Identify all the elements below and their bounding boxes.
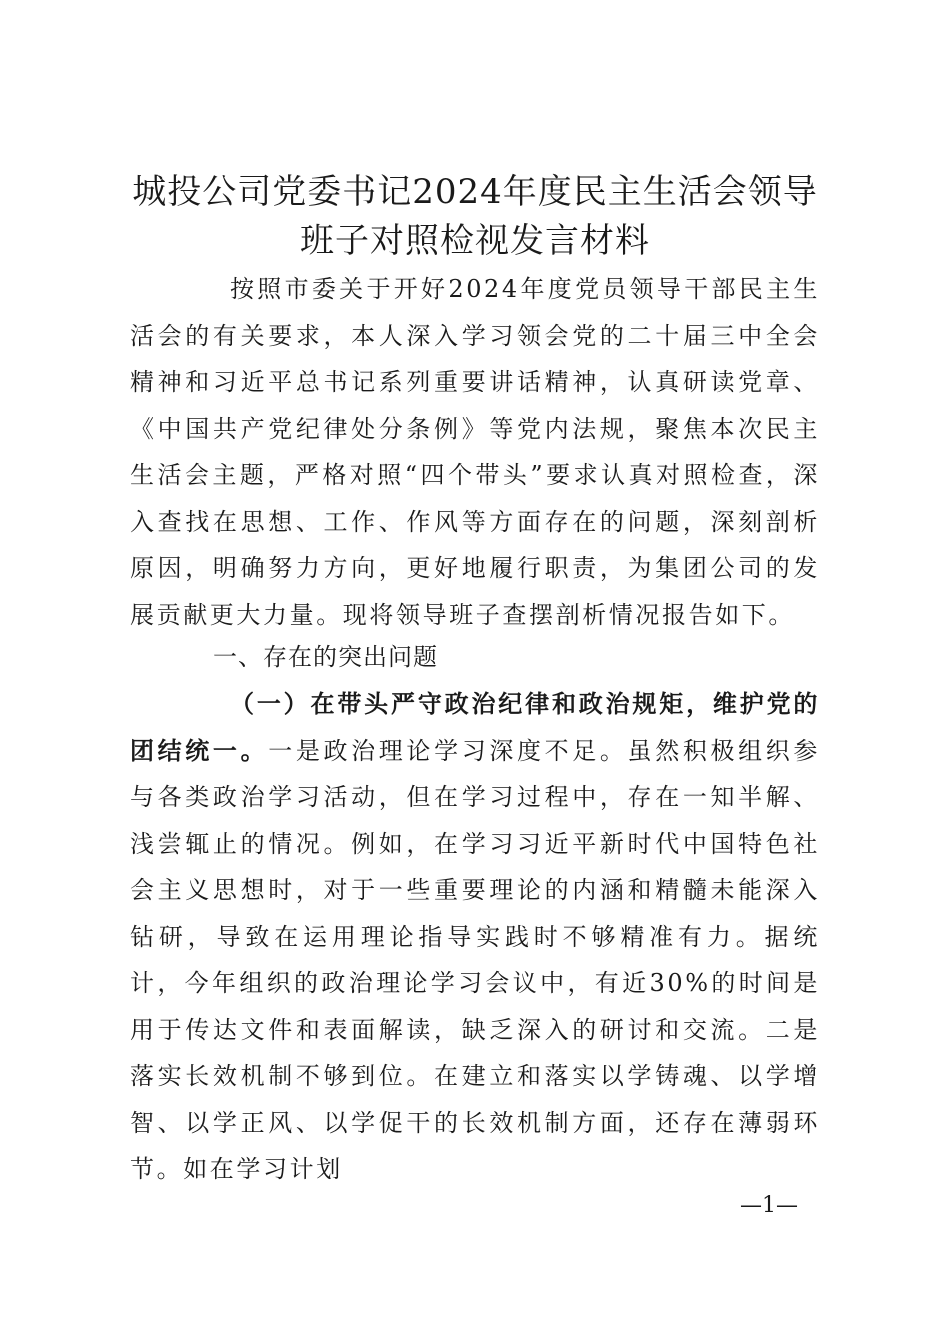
section-1-heading: 一、存在的突出问题 xyxy=(213,643,438,671)
subsection-1-heading: （一）在带头严守政治纪律和政治规矩，维护党的团结统一。 xyxy=(130,689,820,765)
document-title-line-1: 城投公司党委书记2024年度民主生活会领导 xyxy=(132,172,818,212)
subsection-1-body: 一是政治理论学习深度不足。虽然积极组织参与各类政治学习活动，但在学习过程中，存在一知半解、浅尝辄止的情况。例如，在学习习近平新时代中国特色社会主义思想时，对于一些重要理论的内涵和精髓未能深入钻研，导致在运用理论指导实践时不够精准有力。据统计，今年组织的政治理论学习会议中，有近30%的时间是用于传达文件和表面解读，缺乏深入的研讨和交流。二是落实长效机制不够到位。在建立和落实以学铸魂、以学增智、以学正风、以学促干的长效机制方面，还存在薄弱环节。如在学习计划 xyxy=(130,736,821,1183)
intro-paragraph: 按照市委关于开好2024年度党员领导干部民主生活会的有关要求，本人深入学习领会党的二十届三中全会精神和习近平总书记系列重要讲话精神，认真研读党章、《中国共产党纪律处分条例》等党内法规，聚焦本次民主生活会主题，严格对照“四个带头”要求认真对照检查，深入查找在思想、工作、作风等方面存在的问题，深刻剖析原因，明确努力方向，更好地履行职责，为集团公司的发展贡献更大力量。现将领导班子查摆剖析情况报告如下。 xyxy=(130,275,820,629)
document-title-line-2: 班子对照检视发言材料 xyxy=(300,221,650,261)
subsection-1-paragraph xyxy=(130,681,820,1193)
page-number: —1— xyxy=(740,1193,798,1218)
